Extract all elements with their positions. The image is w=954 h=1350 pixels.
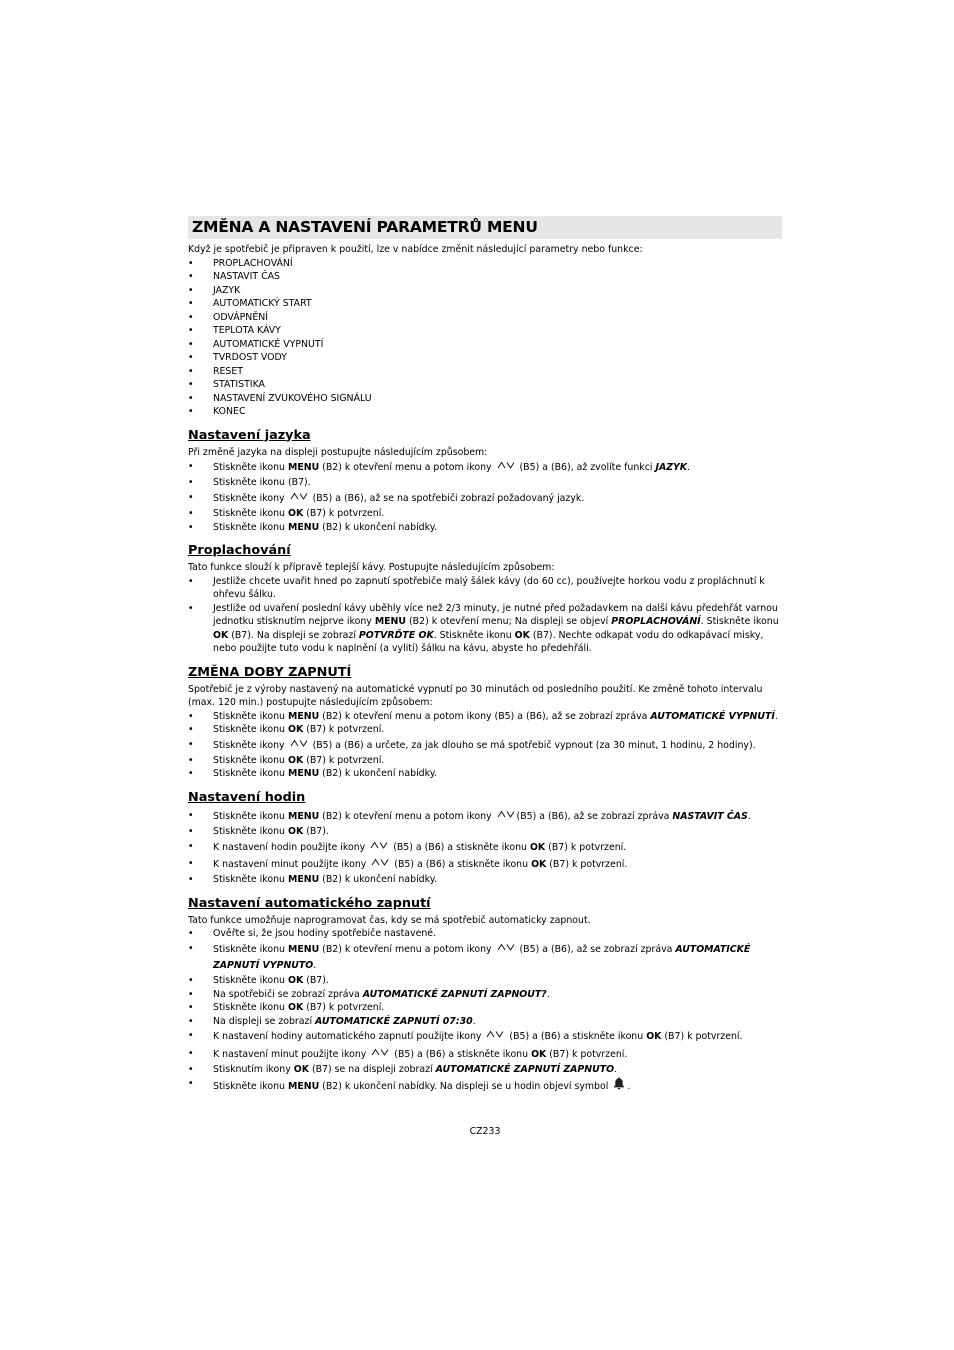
list-item: • Stiskněte ikonu OK (B7). <box>188 974 782 988</box>
language-steps <box>188 459 782 534</box>
up-down-arrows-icon <box>371 856 389 873</box>
menu-item: • ODVÁPNĚNÍ <box>188 311 782 325</box>
list-item: • Stiskněte ikonu (B7). <box>188 476 782 490</box>
list-item: • Jestliže od uvaření poslední kávy uběhly více než 2/3 minuty, je nutné před požadavkem na další kávu předehřát varnou jednotku stisknutím nejprve ikony MENU (B2) k otevření menu; Na displeji se objeví PROPLACHOVÁNÍ. Stiskněte ikonu OK (B7). Na displeji se zobrazí POTVRĎTE OK. Stiskněte ikonu OK (B7). Nechte odkapat vodu do odkapávací misky, nebo použijte tuto vodu k naplnění (a vylití) šálku na kávu, abyste ho předehřáli. <box>188 602 782 656</box>
list-item: • Stiskněte ikonu MENU (B2) k ukončení nabídky. <box>188 767 782 781</box>
up-down-arrows-icon <box>486 1028 504 1045</box>
list-item: • Stiskněte ikonu MENU (B2) k ukončení nabídky. Na displeji se u hodin objeví symbol . <box>188 1076 782 1097</box>
menu-item: • NASTAVIT ČAS <box>188 270 782 284</box>
intro-text: Když je spotřebič je připraven k použití, lze v nabídce změnit následující parametry nebo funkce: <box>188 244 643 255</box>
section-heading-rinse: Proplachování <box>188 543 291 558</box>
list-item: • K nastavení hodiny automatického zapnutí použijte ikony (B5) a (B6) a stiskněte ikonu OK (B7) k potvrzení. <box>188 1028 782 1045</box>
rinse-steps <box>188 575 782 656</box>
menu-items-list <box>188 257 782 419</box>
section-heading-auto-off: ZMĚNA DOBY ZAPNUTÍ <box>188 664 352 680</box>
list-item: • Stiskněte ikonu MENU (B2) k otevření menu a potom ikony (B5) a (B6), až zvolíte funkci JAZYK. <box>188 459 782 476</box>
up-down-arrows-icon <box>371 1046 389 1063</box>
page-content <box>188 216 782 1097</box>
list-item: • Stiskněte ikonu OK (B7) k potvrzení. <box>188 507 782 521</box>
list-item: • Stiskněte ikonu MENU (B2) k ukončení nabídky. <box>188 521 782 535</box>
up-down-arrows-icon <box>497 459 515 476</box>
menu-item: • NASTAVENÍ ZVUKOVÉHO SIGNÁLU <box>188 392 782 406</box>
up-down-arrows-icon <box>497 808 515 825</box>
list-item: • Stiskněte ikonu MENU (B2) k otevření menu a potom ikony (B5) a (B6), až se zobrazí zpráva AUTOMATICKÉ ZAPNUTÍ VYPNUTO. <box>188 941 782 975</box>
up-down-arrows-icon <box>290 490 308 507</box>
clock-steps <box>188 808 782 887</box>
bell-icon <box>612 1076 626 1097</box>
list-item: • K nastavení minut použijte ikony (B5) a (B6) a stiskněte ikonu OK (B7) k potvrzení. <box>188 1046 782 1063</box>
section-intro: Při změně jazyka na displeji postupujte následujícím způsobem: <box>188 446 488 458</box>
list-item: • Stiskněte ikonu OK (B7) k potvrzení. <box>188 723 782 737</box>
auto-on-steps <box>188 927 782 1097</box>
list-item: • Stisknutím ikony OK (B7) se na displeji zobrazí AUTOMATICKÉ ZAPNUTÍ ZAPNUTO. <box>188 1063 782 1077</box>
list-item: • K nastavení hodin použijte ikony (B5) a (B6) a stiskněte ikonu OK (B7) k potvrzení. <box>188 839 782 856</box>
menu-item: • RESET <box>188 365 782 379</box>
menu-item: • KONEC <box>188 405 782 419</box>
list-item: • Stiskněte ikonu MENU (B2) k ukončení nabídky. <box>188 873 782 887</box>
list-item: • Stiskněte ikonu MENU (B2) k otevření menu a potom ikony (B5) a (B6), až se zobrazí zpráva NASTAVIT ČAS. <box>188 808 782 825</box>
list-item: • Stiskněte ikony (B5) a (B6), až se na spotřebiči zobrazí požadovaný jazyk. <box>188 490 782 507</box>
list-item: • Stiskněte ikony (B5) a (B6) a určete, za jak dlouho se má spotřebič vypnout (za 30 minut, 1 hodinu, 2 hodiny). <box>188 737 782 754</box>
menu-item: • TEPLOTA KÁVY <box>188 324 782 338</box>
list-item: • K nastavení minut použijte ikony (B5) a (B6) a stiskněte ikonu OK (B7) k potvrzení. <box>188 856 782 873</box>
list-item: • Na displeji se zobrazí AUTOMATICKÉ ZAPNUTÍ 07:30. <box>188 1015 782 1029</box>
up-down-arrows-icon <box>497 941 515 958</box>
list-item: • Stiskněte ikonu OK (B7) k potvrzení. <box>188 1001 782 1015</box>
list-item: • Jestliže chcete uvařit hned po zapnutí spotřebiče malý šálek kávy (do 60 cc), používejte horkou vodu z propláchnutí k ohřevu šálku. <box>188 575 782 602</box>
section-heading-auto-on: Nastavení automatického zapnutí <box>188 895 431 911</box>
up-down-arrows-icon <box>370 839 388 856</box>
auto-off-steps <box>188 710 782 781</box>
menu-item: • PROPLACHOVÁNÍ <box>188 257 782 271</box>
menu-item: • AUTOMATICKÉ VYPNUTÍ <box>188 338 782 352</box>
menu-item: • AUTOMATICKÝ START <box>188 297 782 311</box>
section-intro: Tato funkce slouží k přípravě teplejší kávy. Postupujte následujícím způsobem: <box>188 562 555 573</box>
menu-item: • TVRDOST VODY <box>188 351 782 365</box>
up-down-arrows-icon <box>290 737 308 754</box>
menu-item: • JAZYK <box>188 284 782 298</box>
section-heading-language: Nastavení jazyka <box>188 427 311 443</box>
list-item: • Na spotřebiči se zobrazí zpráva AUTOMATICKÉ ZAPNUTÍ ZAPNOUT?. <box>188 988 782 1002</box>
page-number: CZ233 <box>469 1126 501 1137</box>
section-heading-clock: Nastavení hodin <box>188 789 306 805</box>
list-item: • Stiskněte ikonu OK (B7) k potvrzení. <box>188 754 782 768</box>
list-item: • Stiskněte ikonu OK (B7). <box>188 825 782 839</box>
section-intro: Tato funkce umožňuje naprogramovat čas, kdy se má spotřebič automaticky zapnout. <box>188 914 591 926</box>
page-title: ZMĚNA A NASTAVENÍ PARAMETRŮ MENU <box>188 216 782 239</box>
menu-item: • STATISTIKA <box>188 378 782 392</box>
list-item: • Ověřte si, že jsou hodiny spotřebiče nastavené. <box>188 927 782 941</box>
section-intro: Spotřebič je z výroby nastavený na automatické vypnutí po 30 minutách od posledního použití. Ke změně tohoto intervalu (max. 120 min.) postupujte následujícím způsobem: <box>188 683 763 708</box>
list-item: • Stiskněte ikonu MENU (B2) k otevření menu a potom ikony (B5) a (B6), až se zobrazí zpráva AUTOMATICKÉ VYPNUTÍ. <box>188 710 782 724</box>
